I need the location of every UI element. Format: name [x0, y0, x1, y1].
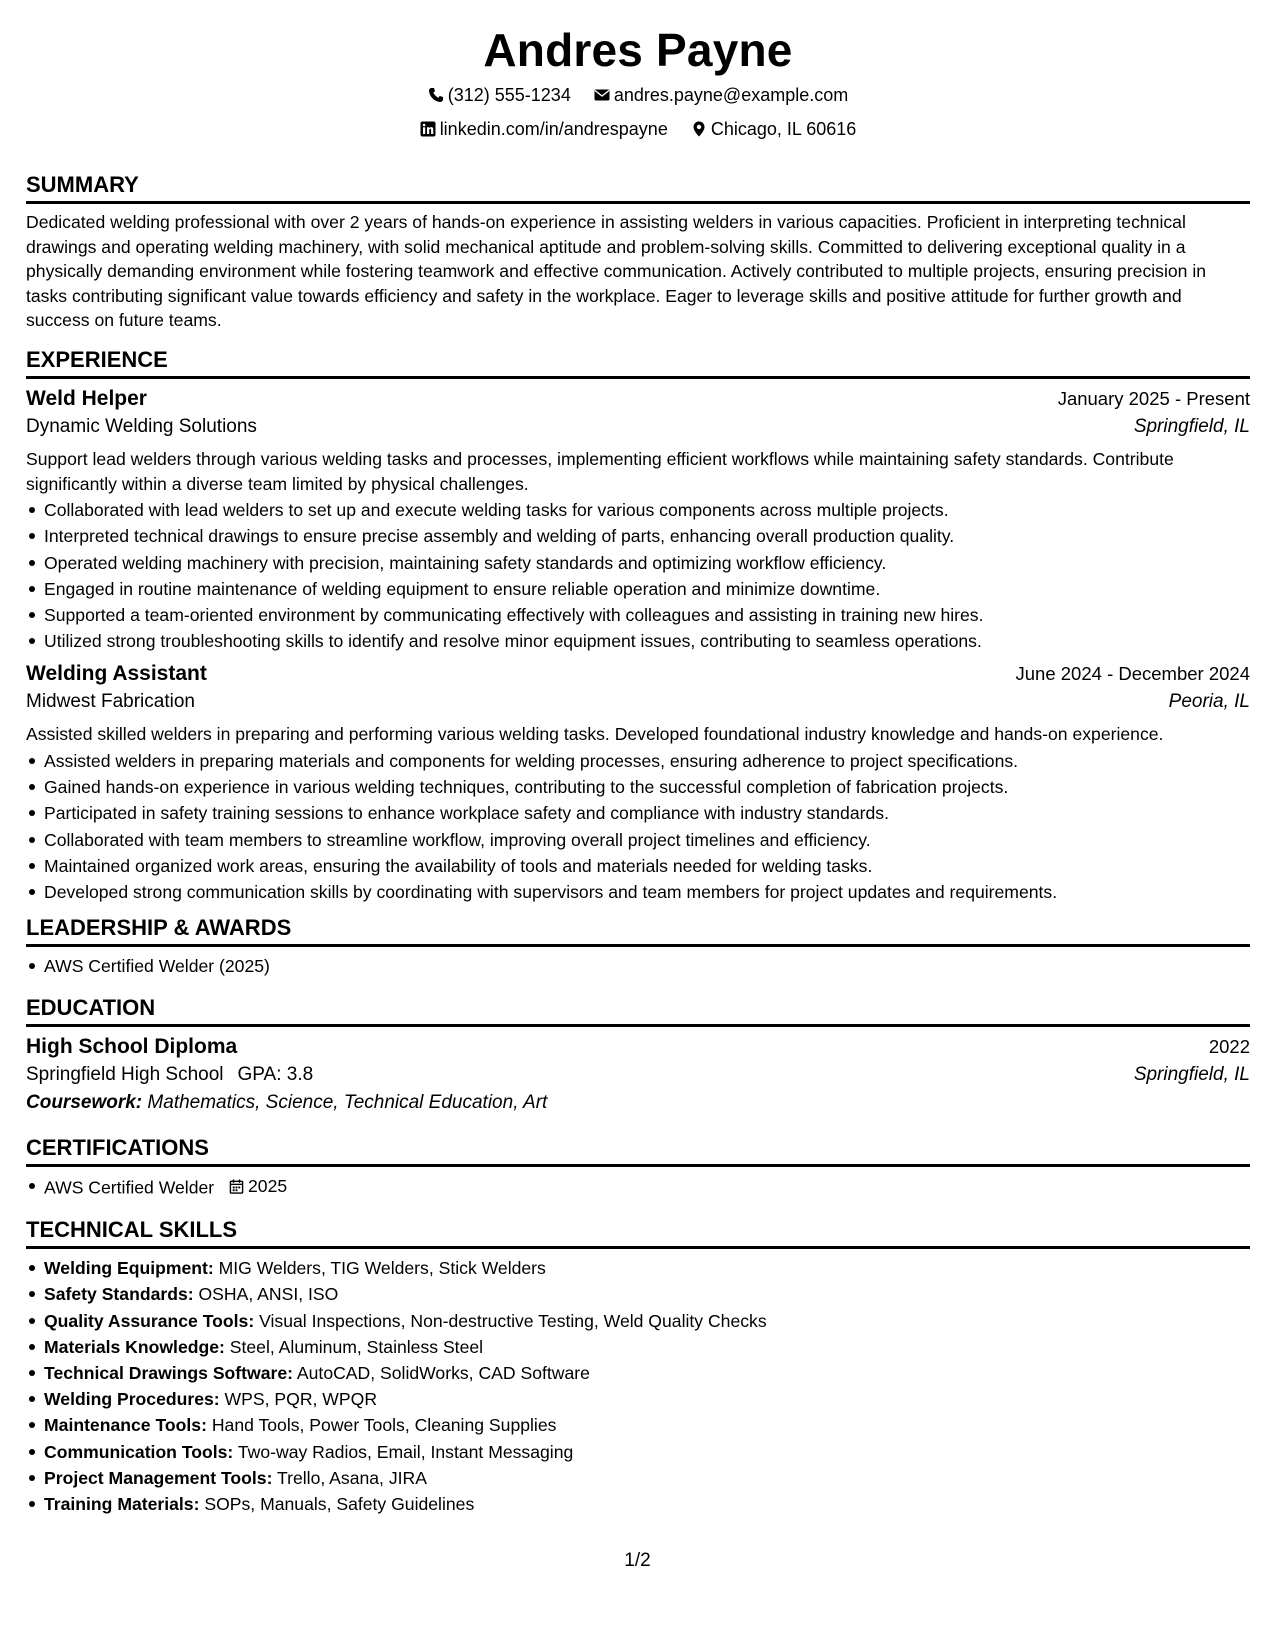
contact-line-1: [26, 84, 1250, 108]
email-contact[interactable]: [594, 84, 848, 106]
skill-value: AutoCAD, SolidWorks, CAD Software: [296, 1363, 590, 1383]
job-description: Support lead welders through various welding tasks and processes, implementing efficient workflows while maintaining safety standards. Contribute significantly within a diverse team limited by physical challenges.: [26, 448, 1174, 494]
candidate-name: Andres Payne: [483, 24, 793, 76]
gpa: GPA: 3.8: [237, 1064, 314, 1086]
list-item: Participated in safety training sessions to enhance workplace safety and compliance with industry standards.: [26, 800, 1250, 826]
job-location: Peoria, IL: [1168, 691, 1250, 713]
degree-title: High School Diploma: [26, 1035, 238, 1059]
school-name: Springfield High School: [26, 1064, 224, 1086]
certification-year: 2025: [248, 1176, 288, 1197]
list-item: AWS Certified Welder (2025): [26, 953, 1250, 979]
list-item: Operated welding machinery with precision, maintaining safety standards and optimizing workflow efficiency.: [26, 550, 1250, 576]
job-subheader: [26, 413, 1250, 441]
coursework: [26, 1089, 1250, 1117]
job-entry: [26, 660, 1250, 905]
calendar-icon: [229, 1179, 244, 1194]
skill-value: MIG Welders, TIG Welders, Stick Welders: [218, 1258, 546, 1279]
contact-line-2: [26, 118, 1250, 142]
graduation-year: 2022: [1208, 1036, 1250, 1058]
skill-label: Welding Equipment:: [44, 1258, 214, 1279]
summary-text: Dedicated welding professional with over 2 years of hands-on experience in assisting welders in various capacities. Proficient in interpreting technical drawings and operating welding machinery, with solid mechanical aptitude and problem-solving skills. Committed to delivering exceptional quality in a physically demanding environment while fostering teamwork and effective communication. Actively contributed to multiple projects, ensuring precision in tasks contributing significant value towards efficiency and safety in the workplace. Eager to leverage skills and positive attitude for further growth and success on future teams.: [26, 212, 1207, 331]
certifications-list: [26, 1173, 1250, 1201]
skill-value: Steel, Aluminum, Stainless Steel: [229, 1336, 484, 1357]
school-location: Springfield, IL: [1133, 1064, 1250, 1086]
education-header: [26, 1033, 1250, 1061]
resume-page: [26, 0, 1250, 1517]
skill-label: Communication Tools:: [44, 1441, 234, 1462]
skill-label: Quality Assurance Tools:: [44, 1310, 255, 1331]
list-item: [26, 1439, 1250, 1465]
education-section: [26, 995, 1250, 1117]
list-item: [26, 1412, 1250, 1438]
skill-value: WPS, PQR, WPQR: [224, 1389, 378, 1410]
job-bullets: [26, 748, 1250, 905]
education-subheader: [26, 1061, 1250, 1089]
job-dates: January 2025 - Present: [1057, 387, 1250, 409]
list-item: Utilized strong troubleshooting skills to identify and resolve minor equipment issues, contributing to seamless operations.: [26, 628, 1250, 654]
section-heading-skills: TECHNICAL SKILLS: [26, 1217, 1250, 1249]
job-subheader: [26, 688, 1250, 716]
list-item: Supported a team-oriented environment by communicating effectively with colleagues and assisting in training new hires.: [26, 602, 1250, 628]
coursework-list: Mathematics, Science, Technical Education, Art: [147, 1092, 548, 1114]
job-company: Dynamic Welding Solutions: [26, 415, 257, 437]
certification-date: [229, 1173, 287, 1199]
section-heading-summary: SUMMARY: [26, 172, 1250, 204]
job-dates: June 2024 - December 2024: [1015, 663, 1250, 685]
phone-contact: [428, 84, 571, 106]
list-item: [26, 1360, 1250, 1386]
list-item: Maintained organized work areas, ensuring the availability of tools and materials needed for welding tasks.: [26, 853, 1250, 879]
email-text[interactable]: andres.payne@example.com: [613, 85, 849, 105]
skill-value: OSHA, ANSI, ISO: [198, 1284, 339, 1305]
list-item: [26, 1491, 1250, 1517]
experience-section: [26, 347, 1250, 905]
job-title: Welding Assistant: [26, 662, 207, 686]
skills-list: [26, 1255, 1250, 1517]
section-heading-leadership: LEADERSHIP & AWARDS: [26, 915, 1250, 947]
page-number: 1/2: [624, 1550, 651, 1571]
skill-label: Maintenance Tools:: [44, 1415, 207, 1436]
coursework-label: Coursework:: [26, 1092, 143, 1114]
list-item: [26, 1465, 1250, 1491]
list-item: Developed strong communication skills by coordinating with supervisors and team members for project updates and requirements.: [26, 879, 1250, 905]
certifications-section: [26, 1135, 1250, 1201]
list-item: Assisted welders in preparing materials and components for welding processes, ensuring adherence to project specifications.: [26, 748, 1250, 774]
summary-section: [26, 172, 1250, 333]
skill-label: Welding Procedures:: [44, 1389, 220, 1410]
location-text: Chicago, IL 60616: [710, 119, 857, 139]
skill-value: Hand Tools, Power Tools, Cleaning Supplies: [211, 1415, 557, 1436]
section-heading-education: EDUCATION: [26, 995, 1250, 1027]
job-description: Assisted skilled welders in preparing and performing various welding tasks. Developed foundational industry knowledge and hands-on experience.: [26, 724, 1164, 745]
job-location: Springfield, IL: [1133, 415, 1250, 437]
skill-label: Safety Standards:: [44, 1284, 194, 1305]
skills-section: [26, 1217, 1250, 1517]
section-heading-experience: EXPERIENCE: [26, 347, 1250, 379]
job-bullets: [26, 497, 1250, 654]
leadership-list: [26, 953, 1250, 979]
certification-name: AWS Certified Welder: [44, 1177, 215, 1198]
linkedin-contact[interactable]: [420, 118, 668, 140]
phone-icon: [428, 87, 444, 103]
section-heading-certifications: CERTIFICATIONS: [26, 1135, 1250, 1167]
location-contact: [691, 118, 856, 140]
list-item: Gained hands-on experience in various welding techniques, contributing to the successful completion of fabrication projects.: [26, 774, 1250, 800]
envelope-icon: [594, 87, 610, 103]
skill-label: Training Materials:: [44, 1494, 200, 1515]
skill-value: Trello, Asana, JIRA: [277, 1467, 427, 1488]
list-item: Interpreted technical drawings to ensure precise assembly and welding of parts, enhancing overall production quality.: [26, 523, 1250, 549]
linkedin-text[interactable]: linkedin.com/in/andrespayne: [439, 119, 668, 139]
skill-label: Materials Knowledge:: [44, 1336, 225, 1357]
list-item: [26, 1334, 1250, 1360]
list-item: [26, 1308, 1250, 1334]
school-info: [26, 1061, 313, 1089]
map-pin-icon: [691, 121, 707, 137]
leadership-section: [26, 915, 1250, 979]
phone-text: (312) 555-1234: [447, 85, 571, 105]
skill-value: Two-way Radios, Email, Instant Messaging: [237, 1441, 574, 1462]
job-header: [26, 660, 1250, 688]
job-title: Weld Helper: [26, 386, 147, 410]
linkedin-icon: [420, 121, 436, 137]
skill-value: SOPs, Manuals, Safety Guidelines: [204, 1494, 475, 1515]
list-item: [26, 1255, 1250, 1281]
job-header: [26, 385, 1250, 413]
skill-label: Technical Drawings Software:: [44, 1363, 293, 1383]
job-company: Midwest Fabrication: [26, 691, 195, 713]
skill-value: Visual Inspections, Non-destructive Testing, Weld Quality Checks: [259, 1310, 767, 1331]
skill-label: Project Management Tools:: [44, 1467, 273, 1488]
list-item: Collaborated with team members to streamline workflow, improving overall project timelines and efficiency.: [26, 827, 1250, 853]
job-entry: [26, 385, 1250, 654]
list-item: Engaged in routine maintenance of welding equipment to ensure reliable operation and minimize downtime.: [26, 576, 1250, 602]
list-item: [26, 1173, 1250, 1201]
list-item: [26, 1386, 1250, 1412]
list-item: Collaborated with lead welders to set up and execute welding tasks for various components across multiple projects.: [26, 497, 1250, 523]
list-item: [26, 1281, 1250, 1307]
